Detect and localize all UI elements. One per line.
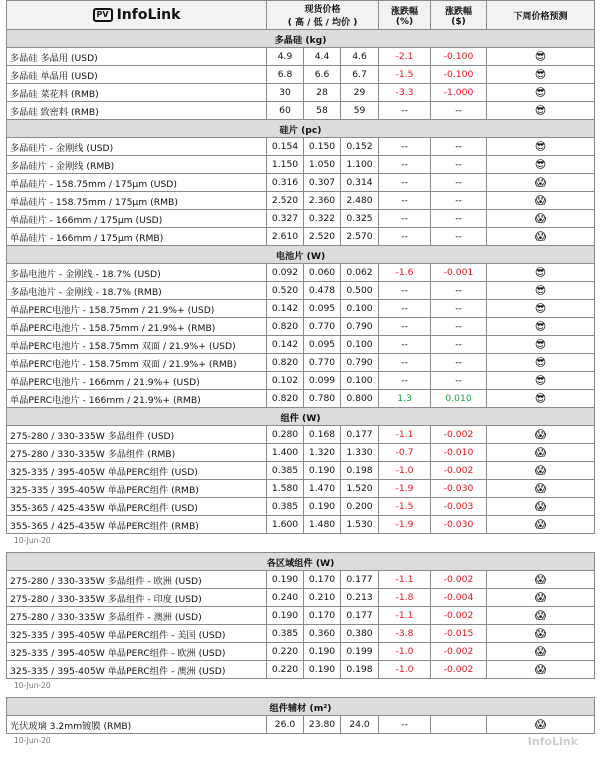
price-header [267, 1, 379, 30]
date-label: 10-Jun-20 [14, 681, 51, 690]
change-pct: -- [379, 138, 431, 156]
price-high: 0.240 [267, 589, 304, 607]
price-low: 4.4 [304, 48, 341, 66]
product-name: 单晶PERC电池片 - 158.75mm / 21.9%+ (RMB) [7, 318, 267, 336]
price-low: 0.099 [304, 372, 341, 390]
table-row [7, 589, 595, 607]
change-pct: -1.9 [379, 516, 431, 534]
price-avg: 0.177 [341, 571, 379, 589]
price-header-label: 现货价格 [304, 5, 341, 15]
price-avg: 0.100 [341, 336, 379, 354]
change-usd: -0.003 [431, 498, 487, 516]
price-avg: 0.800 [341, 390, 379, 408]
price-avg: 29 [341, 84, 379, 102]
price-high: 26.0 [267, 716, 304, 734]
price-table-regional [6, 552, 595, 679]
section-title: 电池片 (W) [7, 246, 595, 264]
product-name: 355-365 / 425-435W 单晶PERC组件 (RMB) [7, 516, 267, 534]
table-row [7, 498, 595, 516]
price-low: 0.360 [304, 625, 341, 643]
price-avg: 2.480 [341, 192, 379, 210]
price-low: 0.210 [304, 589, 341, 607]
change-pct: -- [379, 354, 431, 372]
price-low: 1.480 [304, 516, 341, 534]
price-avg: 0.213 [341, 589, 379, 607]
change-usd: -- [431, 138, 487, 156]
price-high: 1.580 [267, 480, 304, 498]
price-high: 0.820 [267, 354, 304, 372]
product-name: 多晶硅 菜花料 (RMB) [7, 84, 267, 102]
product-name: 多晶硅片 - 金刚线 (USD) [7, 138, 267, 156]
section-title: 硅片 (pc) [7, 120, 595, 138]
change-usd: -0.100 [431, 66, 487, 84]
change-usd: -- [431, 156, 487, 174]
price-high: 0.385 [267, 498, 304, 516]
change-pct: -- [379, 228, 431, 246]
price-high: 60 [267, 102, 304, 120]
forecast-header: 下周价格预测 [487, 1, 595, 30]
table-row [7, 354, 595, 372]
table-row [7, 516, 595, 534]
table-row [7, 156, 595, 174]
price-avg: 6.7 [341, 66, 379, 84]
change-pct: -1.6 [379, 264, 431, 282]
change-usd: -0.010 [431, 444, 487, 462]
scream-face-icon: 😱 [487, 462, 595, 480]
product-name: 多晶电池片 - 金刚线 - 18.7% (RMB) [7, 282, 267, 300]
change-usd: -0.002 [431, 462, 487, 480]
change-usd: -- [431, 300, 487, 318]
table-row [7, 336, 595, 354]
infolink-logo [93, 7, 181, 23]
change-pct: -- [379, 210, 431, 228]
change-pct: -1.1 [379, 607, 431, 625]
table-row [7, 643, 595, 661]
product-name: 单晶硅片 - 166mm / 175μm (USD) [7, 210, 267, 228]
product-name: 355-365 / 425-435W 单晶PERC组件 (USD) [7, 498, 267, 516]
price-table-aux [6, 697, 595, 734]
cool-face-icon: 😎 [487, 318, 595, 336]
change-usd: -0.030 [431, 516, 487, 534]
change-pct: -- [379, 156, 431, 174]
price-header-sub: ( 高 / 低 / 均价 ) [287, 18, 358, 28]
table-row [7, 282, 595, 300]
price-low: 0.190 [304, 498, 341, 516]
scream-face-icon: 😱 [487, 571, 595, 589]
cool-face-icon: 😎 [487, 354, 595, 372]
change-usd: 0.010 [431, 390, 487, 408]
price-avg: 0.100 [341, 372, 379, 390]
change-pct: -1.0 [379, 661, 431, 679]
price-avg: 0.200 [341, 498, 379, 516]
table-header [7, 1, 595, 30]
cool-face-icon: 😎 [487, 156, 595, 174]
table-row [7, 661, 595, 679]
table-row [7, 192, 595, 210]
change-usd: -0.002 [431, 571, 487, 589]
change-usd-label: 涨跌幅 [445, 6, 473, 17]
price-low: 0.190 [304, 643, 341, 661]
change-pct: -1.5 [379, 498, 431, 516]
section-header [7, 553, 595, 571]
table-row [7, 264, 595, 282]
price-low: 2.360 [304, 192, 341, 210]
change-usd-unit: ($) [451, 16, 466, 27]
table-row [7, 300, 595, 318]
product-name: 325-335 / 395-405W 单晶PERC组件 (USD) [7, 462, 267, 480]
change-pct: -- [379, 336, 431, 354]
price-low: 0.170 [304, 571, 341, 589]
price-avg: 0.177 [341, 607, 379, 625]
price-low: 0.322 [304, 210, 341, 228]
change-usd: -- [431, 102, 487, 120]
product-name: 多晶硅片 - 金刚线 (RMB) [7, 156, 267, 174]
product-name: 275-280 / 330-335W 多晶组件 (USD) [7, 426, 267, 444]
table-row [7, 372, 595, 390]
price-high: 0.142 [267, 300, 304, 318]
price-high: 0.142 [267, 336, 304, 354]
cool-face-icon: 😎 [487, 48, 595, 66]
cool-face-icon: 😎 [487, 66, 595, 84]
table-row [7, 66, 595, 84]
scream-face-icon: 😱 [487, 607, 595, 625]
change-usd: -0.030 [431, 480, 487, 498]
price-high: 0.385 [267, 625, 304, 643]
table-row [7, 210, 595, 228]
table-row [7, 318, 595, 336]
change-usd: -0.002 [431, 607, 487, 625]
change-usd: -- [431, 282, 487, 300]
price-low: 0.150 [304, 138, 341, 156]
product-name: 275-280 / 330-335W 多晶组件 - 欧洲 (USD) [7, 571, 267, 589]
price-low: 0.168 [304, 426, 341, 444]
change-usd: -- [431, 228, 487, 246]
table-row [7, 462, 595, 480]
change-pct: -1.1 [379, 426, 431, 444]
change-usd: -0.001 [431, 264, 487, 282]
table-row [7, 138, 595, 156]
section-header [7, 698, 595, 716]
price-avg: 0.152 [341, 138, 379, 156]
product-name: 325-335 / 395-405W 单晶PERC组件 - 澳洲 (USD) [7, 661, 267, 679]
product-name: 单晶PERC电池片 - 158.75mm 双面 / 21.9%+ (RMB) [7, 354, 267, 372]
change-usd: -0.002 [431, 643, 487, 661]
section-header [7, 246, 595, 264]
cool-face-icon: 😎 [487, 282, 595, 300]
table-row [7, 48, 595, 66]
price-low: 0.780 [304, 390, 341, 408]
price-low: 2.520 [304, 228, 341, 246]
change-pct: 1.3 [379, 390, 431, 408]
table-row [7, 228, 595, 246]
product-name: 单晶硅片 - 158.75mm / 175μm (RMB) [7, 192, 267, 210]
price-high: 2.610 [267, 228, 304, 246]
cool-face-icon: 😎 [487, 372, 595, 390]
price-high: 0.220 [267, 643, 304, 661]
section-title: 多晶硅 (kg) [7, 30, 595, 48]
price-low: 0.170 [304, 607, 341, 625]
price-high: 0.102 [267, 372, 304, 390]
logo-cell [7, 1, 267, 30]
section-title: 组件 (W) [7, 408, 595, 426]
table-row [7, 84, 595, 102]
price-avg: 4.6 [341, 48, 379, 66]
price-high: 0.316 [267, 174, 304, 192]
price-avg: 0.380 [341, 625, 379, 643]
price-low: 0.307 [304, 174, 341, 192]
change-usd [431, 716, 487, 734]
change-usd: -0.100 [431, 48, 487, 66]
price-avg: 24.0 [341, 716, 379, 734]
price-avg: 0.790 [341, 354, 379, 372]
change-pct: -- [379, 102, 431, 120]
change-pct: -1.9 [379, 480, 431, 498]
scream-face-icon: 😱 [487, 228, 595, 246]
change-pct-header [379, 1, 431, 30]
price-high: 0.820 [267, 390, 304, 408]
product-name: 单晶PERC电池片 - 158.75mm 双面 / 21.9%+ (USD) [7, 336, 267, 354]
price-avg: 1.330 [341, 444, 379, 462]
table-row [7, 607, 595, 625]
price-avg: 1.530 [341, 516, 379, 534]
change-pct: -- [379, 716, 431, 734]
change-pct: -- [379, 174, 431, 192]
price-low: 0.060 [304, 264, 341, 282]
change-pct: -- [379, 300, 431, 318]
price-avg: 59 [341, 102, 379, 120]
price-avg: 1.520 [341, 480, 379, 498]
price-avg: 0.100 [341, 300, 379, 318]
scream-face-icon: 😱 [487, 516, 595, 534]
section-header [7, 30, 595, 48]
price-table-main [6, 0, 595, 534]
scream-face-icon: 😱 [487, 643, 595, 661]
product-name: 325-335 / 395-405W 单晶PERC组件 - 美国 (USD) [7, 625, 267, 643]
price-high: 0.820 [267, 318, 304, 336]
price-high: 1.150 [267, 156, 304, 174]
scream-face-icon: 😱 [487, 661, 595, 679]
price-low: 0.478 [304, 282, 341, 300]
product-name: 单晶PERC电池片 - 166mm / 21.9%+ (RMB) [7, 390, 267, 408]
price-low: 0.770 [304, 354, 341, 372]
product-name: 多晶电池片 - 金刚线 - 18.7% (USD) [7, 264, 267, 282]
change-pct: -- [379, 192, 431, 210]
price-high: 6.8 [267, 66, 304, 84]
cool-face-icon: 😎 [487, 138, 595, 156]
product-name: 275-280 / 330-335W 多晶组件 - 澳洲 (USD) [7, 607, 267, 625]
scream-face-icon: 😱 [487, 625, 595, 643]
logo-badge: PV [93, 8, 113, 22]
scream-face-icon: 😱 [487, 716, 595, 734]
price-high: 0.190 [267, 607, 304, 625]
scream-face-icon: 😱 [487, 480, 595, 498]
change-usd: -- [431, 354, 487, 372]
price-high: 0.280 [267, 426, 304, 444]
price-high: 2.520 [267, 192, 304, 210]
scream-face-icon: 😱 [487, 192, 595, 210]
price-avg: 0.062 [341, 264, 379, 282]
change-pct: -- [379, 372, 431, 390]
scream-face-icon: 😱 [487, 444, 595, 462]
change-pct-unit: (%) [395, 16, 414, 27]
change-pct: -1.5 [379, 66, 431, 84]
price-high: 0.327 [267, 210, 304, 228]
product-name: 多晶硅 多晶用 (USD) [7, 48, 267, 66]
change-pct: -- [379, 282, 431, 300]
change-pct: -3.8 [379, 625, 431, 643]
change-pct: -1.8 [379, 589, 431, 607]
table-row [7, 625, 595, 643]
change-usd: -- [431, 336, 487, 354]
price-avg: 0.325 [341, 210, 379, 228]
change-pct: -3.3 [379, 84, 431, 102]
change-pct-label: 涨跌幅 [391, 6, 419, 17]
change-pct: -1.0 [379, 643, 431, 661]
price-low: 0.190 [304, 661, 341, 679]
change-usd: -- [431, 192, 487, 210]
price-avg: 0.790 [341, 318, 379, 336]
change-pct: -2.1 [379, 48, 431, 66]
table-row [7, 444, 595, 462]
scream-face-icon: 😱 [487, 498, 595, 516]
product-name: 光伏玻璃 3.2mm镀膜 (RMB) [7, 716, 267, 734]
product-name: 多晶硅 单晶用 (USD) [7, 66, 267, 84]
price-high: 1.600 [267, 516, 304, 534]
price-avg: 0.198 [341, 661, 379, 679]
infolink-watermark: InfoLink [527, 735, 578, 748]
table-row [7, 480, 595, 498]
change-usd: -- [431, 174, 487, 192]
date-label: 10-Jun-20 [14, 736, 51, 745]
scream-face-icon: 😱 [487, 426, 595, 444]
price-avg: 0.198 [341, 462, 379, 480]
price-high: 4.9 [267, 48, 304, 66]
table-row [7, 426, 595, 444]
product-name: 325-335 / 395-405W 单晶PERC组件 - 欧洲 (USD) [7, 643, 267, 661]
scream-face-icon: 😱 [487, 210, 595, 228]
change-pct: -1.0 [379, 462, 431, 480]
price-low: 1.050 [304, 156, 341, 174]
change-pct: -1.1 [379, 571, 431, 589]
change-pct: -- [379, 318, 431, 336]
price-avg: 0.177 [341, 426, 379, 444]
cool-face-icon: 😎 [487, 390, 595, 408]
change-usd: -0.002 [431, 661, 487, 679]
price-low: 28 [304, 84, 341, 102]
logo-text: InfoLink [116, 7, 181, 23]
section-title: 各区域组件 (W) [7, 553, 595, 571]
cool-face-icon: 😎 [487, 300, 595, 318]
change-usd: -- [431, 210, 487, 228]
cool-face-icon: 😎 [487, 84, 595, 102]
price-high: 0.092 [267, 264, 304, 282]
product-name: 单晶PERC电池片 - 158.75mm / 21.9%+ (USD) [7, 300, 267, 318]
cool-face-icon: 😎 [487, 264, 595, 282]
change-usd: -0.004 [431, 589, 487, 607]
date-label: 10-Jun-20 [14, 536, 51, 545]
table-row [7, 174, 595, 192]
price-avg: 0.500 [341, 282, 379, 300]
price-high: 0.220 [267, 661, 304, 679]
table-row [7, 102, 595, 120]
change-usd: -- [431, 318, 487, 336]
price-low: 1.320 [304, 444, 341, 462]
table-row [7, 716, 595, 734]
price-high: 0.520 [267, 282, 304, 300]
price-avg: 0.199 [341, 643, 379, 661]
price-low: 0.770 [304, 318, 341, 336]
change-usd: -1.000 [431, 84, 487, 102]
price-high: 0.385 [267, 462, 304, 480]
product-name: 275-280 / 330-335W 多晶组件 (RMB) [7, 444, 267, 462]
price-avg: 2.570 [341, 228, 379, 246]
product-name: 325-335 / 395-405W 单晶PERC组件 (RMB) [7, 480, 267, 498]
price-low: 0.095 [304, 300, 341, 318]
section-header [7, 120, 595, 138]
product-name: 275-280 / 330-335W 多晶组件 - 印度 (USD) [7, 589, 267, 607]
section-title: 组件辅材 (m²) [7, 698, 595, 716]
price-avg: 1.100 [341, 156, 379, 174]
price-high: 1.400 [267, 444, 304, 462]
product-name: 单晶硅片 - 166mm / 175μm (RMB) [7, 228, 267, 246]
price-low: 0.095 [304, 336, 341, 354]
price-low: 1.470 [304, 480, 341, 498]
price-low: 6.6 [304, 66, 341, 84]
price-high: 30 [267, 84, 304, 102]
price-low: 23.80 [304, 716, 341, 734]
change-usd: -0.002 [431, 426, 487, 444]
change-usd: -- [431, 372, 487, 390]
change-pct: -0.7 [379, 444, 431, 462]
price-avg: 0.314 [341, 174, 379, 192]
price-low: 0.190 [304, 462, 341, 480]
scream-face-icon: 😱 [487, 589, 595, 607]
cool-face-icon: 😎 [487, 336, 595, 354]
table-row [7, 571, 595, 589]
price-high: 0.190 [267, 571, 304, 589]
section-header [7, 408, 595, 426]
table-row [7, 390, 595, 408]
product-name: 单晶硅片 - 158.75mm / 175μm (USD) [7, 174, 267, 192]
price-high: 0.154 [267, 138, 304, 156]
change-usd-header [431, 1, 487, 30]
product-name: 多晶硅 致密料 (RMB) [7, 102, 267, 120]
cool-face-icon: 😎 [487, 102, 595, 120]
change-usd: -0.015 [431, 625, 487, 643]
scream-face-icon: 😱 [487, 174, 595, 192]
price-low: 58 [304, 102, 341, 120]
product-name: 单晶PERC电池片 - 166mm / 21.9%+ (USD) [7, 372, 267, 390]
